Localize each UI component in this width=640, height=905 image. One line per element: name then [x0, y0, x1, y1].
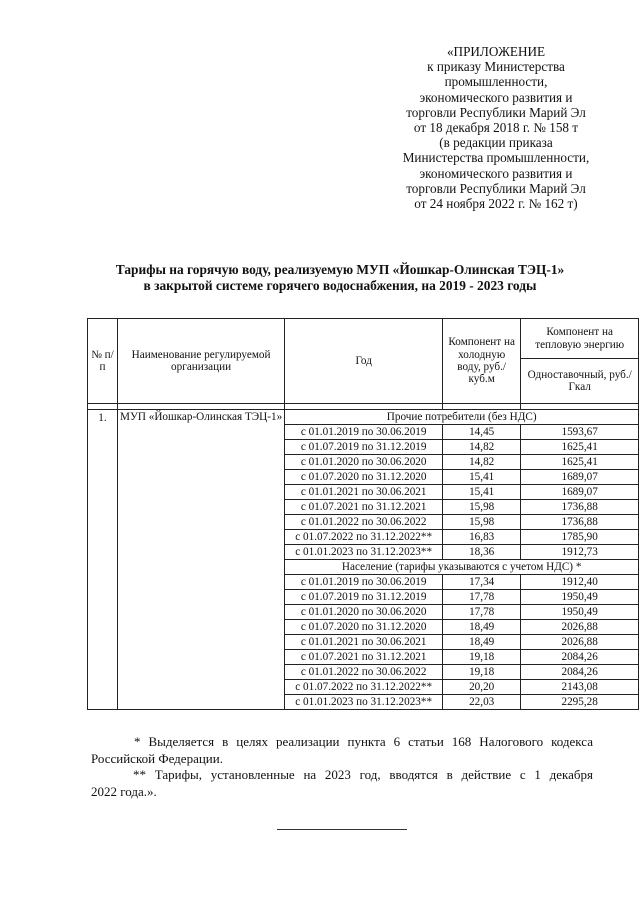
cold-water-cell: 19,18	[443, 650, 521, 665]
footnote-1-line-2: Российской Федерации.	[91, 750, 223, 766]
thermal-energy-cell: 1912,40	[521, 575, 639, 590]
period-cell: с 01.07.2019 по 31.12.2019	[285, 440, 443, 455]
thermal-energy-cell: 1785,90	[521, 530, 639, 545]
group-title: Население (тарифы указываются с учетом НДС) *	[285, 560, 639, 575]
title-line-1: Тарифы на горячую воду, реализуемую МУП «Йошкар-Олинская ТЭЦ-1»	[115, 262, 565, 277]
period-cell: с 01.01.2021 по 30.06.2021	[285, 635, 443, 650]
thermal-energy-cell: 2295,28	[521, 695, 639, 710]
group-title: Прочие потребители (без НДС)	[285, 410, 639, 425]
document-title	[60, 262, 620, 294]
thermal-energy-cell: 1593,67	[521, 425, 639, 440]
appendix-line: промышленности,	[444, 74, 548, 90]
thermal-energy-cell: 2084,26	[521, 650, 639, 665]
cold-water-cell: 18,49	[443, 635, 521, 650]
header-single-rate: Одноставочный, руб./Гкал	[521, 359, 639, 404]
cold-water-cell: 17,78	[443, 605, 521, 620]
cold-water-cell: 19,18	[443, 665, 521, 680]
cold-water-cell: 15,98	[443, 500, 521, 515]
cold-water-cell: 17,34	[443, 575, 521, 590]
header-row-number: № п/п	[88, 319, 118, 404]
row-number: 1.	[88, 410, 118, 710]
header-cold-water: Компонент на холодную воду, руб./куб.м	[443, 319, 521, 404]
thermal-energy-cell: 1950,49	[521, 590, 639, 605]
period-cell: с 01.07.2022 по 31.12.2022**	[285, 680, 443, 695]
period-cell: с 01.01.2019 по 30.06.2019	[285, 575, 443, 590]
thermal-energy-cell: 1625,41	[521, 455, 639, 470]
thermal-energy-cell: 1950,49	[521, 605, 639, 620]
cold-water-cell: 18,49	[443, 620, 521, 635]
thermal-energy-cell: 1736,88	[521, 500, 639, 515]
thermal-energy-cell: 1625,41	[521, 440, 639, 455]
cold-water-cell: 18,36	[443, 545, 521, 560]
cold-water-cell: 17,78	[443, 590, 521, 605]
appendix-line: торговли Республики Марий Эл	[406, 104, 586, 120]
cold-water-cell: 16,83	[443, 530, 521, 545]
appendix-line: (в редакции приказа	[439, 135, 553, 151]
appendix-header	[380, 44, 612, 211]
cold-water-cell: 15,98	[443, 515, 521, 530]
period-cell: с 01.07.2022 по 31.12.2022**	[285, 530, 443, 545]
title-line-2: в закрытой системе горячего водоснабжения, на 2019 - 2023 годы	[143, 278, 537, 293]
cold-water-cell: 14,82	[443, 455, 521, 470]
period-cell: с 01.01.2020 по 30.06.2020	[285, 455, 443, 470]
thermal-energy-cell: 1689,07	[521, 485, 639, 500]
period-cell: с 01.01.2021 по 30.06.2021	[285, 485, 443, 500]
appendix-line: экономического развития и	[419, 165, 573, 181]
appendix-line: «ПРИЛОЖЕНИЕ	[446, 44, 546, 59]
cold-water-cell: 15,41	[443, 485, 521, 500]
appendix-line: Министерства промышленности,	[402, 150, 590, 166]
period-cell: с 01.01.2022 по 30.06.2022	[285, 515, 443, 530]
period-cell: с 01.07.2021 по 31.12.2021	[285, 650, 443, 665]
period-cell: с 01.01.2019 по 30.06.2019	[285, 425, 443, 440]
appendix-line: к приказу Министерства	[427, 59, 565, 75]
period-cell: с 01.01.2023 по 31.12.2023**	[285, 695, 443, 710]
period-cell: с 01.01.2023 по 31.12.2023**	[285, 545, 443, 560]
tariff-table	[87, 318, 639, 710]
appendix-line: экономического развития и	[419, 89, 573, 105]
header-thermal-energy: Компонент на тепловую энергию	[521, 319, 639, 359]
cold-water-cell: 14,45	[443, 425, 521, 440]
header-year: Год	[285, 319, 443, 404]
group-header-row	[88, 410, 639, 425]
period-cell: с 01.07.2021 по 31.12.2021	[285, 500, 443, 515]
period-cell: с 01.01.2020 по 30.06.2020	[285, 605, 443, 620]
cold-water-cell: 15,41	[443, 470, 521, 485]
footnote-2-line-2: 2022 года.».	[91, 783, 157, 799]
footnote-1-line-1: * Выделяется в целях реализации пункта 6 статьи 168 Налогового кодекса	[134, 734, 593, 749]
cold-water-cell: 20,20	[443, 680, 521, 695]
header-organization: Наименование регулируемой организации	[118, 319, 285, 404]
appendix-line: от 18 декабря 2018 г. № 158 т	[413, 120, 579, 136]
period-cell: с 01.07.2020 по 31.12.2020	[285, 470, 443, 485]
footnote-2-line-1: ** Тарифы, установленные на 2023 год, вводятся в действие с 1 декабря	[133, 767, 593, 782]
cold-water-cell: 14,82	[443, 440, 521, 455]
thermal-energy-cell: 1736,88	[521, 515, 639, 530]
thermal-energy-cell: 1689,07	[521, 470, 639, 485]
thermal-energy-cell: 2143,08	[521, 680, 639, 695]
footnotes	[91, 734, 593, 800]
appendix-line: торговли Республики Марий Эл	[406, 180, 586, 196]
period-cell: с 01.01.2022 по 30.06.2022	[285, 665, 443, 680]
thermal-energy-cell: 1912,73	[521, 545, 639, 560]
bottom-divider	[277, 829, 407, 830]
thermal-energy-cell: 2084,26	[521, 665, 639, 680]
thermal-energy-cell: 2026,88	[521, 620, 639, 635]
appendix-line: от 24 ноября 2022 г. № 162 т)	[414, 196, 578, 212]
period-cell: с 01.07.2020 по 31.12.2020	[285, 620, 443, 635]
thermal-energy-cell: 2026,88	[521, 635, 639, 650]
cold-water-cell: 22,03	[443, 695, 521, 710]
organization-name: МУП «Йошкар-Олинская ТЭЦ-1»	[118, 410, 285, 710]
period-cell: с 01.07.2019 по 31.12.2019	[285, 590, 443, 605]
